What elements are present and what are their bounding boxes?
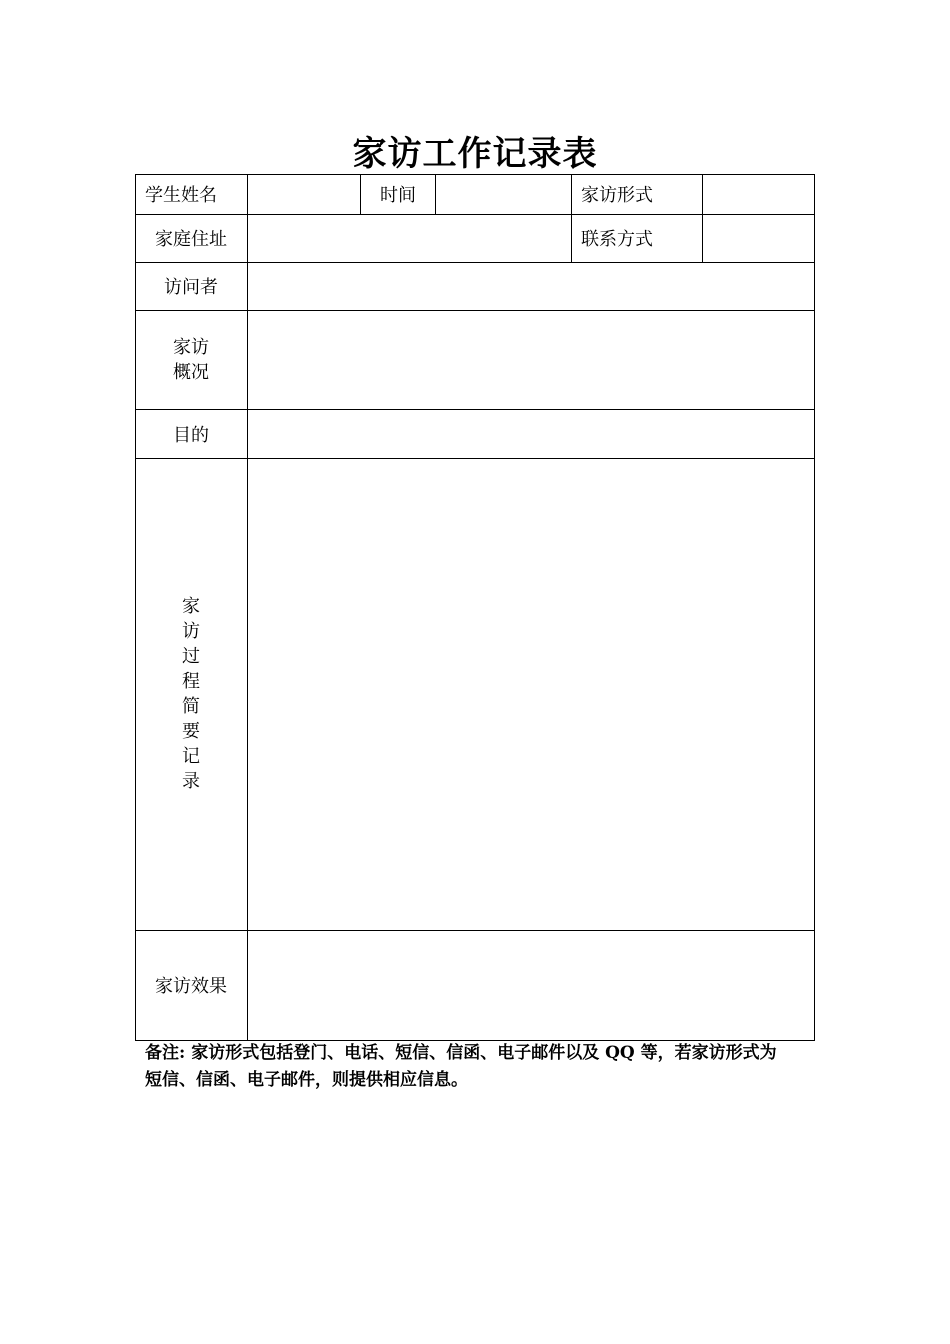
address-label: 家庭住址 — [155, 229, 227, 250]
time-label: 时间 — [380, 185, 416, 206]
process-char: 家 — [182, 596, 200, 617]
visitor-label: 访问者 — [164, 277, 218, 298]
process-char: 访 — [182, 621, 200, 642]
visitor-field[interactable] — [248, 263, 814, 310]
col-divider — [814, 174, 815, 1041]
student-name-field[interactable] — [248, 175, 360, 214]
footnote-line2: 短信、信函、电子邮件，则提供相应信息。 — [145, 1070, 468, 1090]
process-char: 录 — [182, 771, 200, 792]
contact-label: 联系方式 — [581, 229, 653, 250]
address-field[interactable] — [248, 215, 571, 262]
student-name-label: 学生姓名 — [145, 185, 217, 206]
footnote-line1: 备注: 家访形式包括登门、电话、短信、信函、电子邮件以及 QQ 等，若家访形式为 — [145, 1043, 777, 1063]
purpose-field[interactable] — [248, 410, 814, 458]
effect-field[interactable] — [248, 931, 814, 1040]
process-label — [135, 458, 247, 930]
process-char: 记 — [182, 746, 200, 767]
process-char: 简 — [182, 696, 200, 717]
col-divider — [571, 174, 572, 262]
visit-form-field[interactable] — [703, 175, 814, 214]
time-field[interactable] — [436, 175, 571, 214]
visit-record-form — [135, 174, 815, 1041]
process-char: 要 — [182, 721, 200, 742]
effect-label: 家访效果 — [155, 976, 227, 997]
page-title: 家访工作记录表 — [352, 134, 598, 174]
process-char: 过 — [182, 646, 200, 667]
overview-label — [135, 310, 247, 409]
purpose-label: 目的 — [173, 424, 209, 446]
overview-label-line1: 家访 — [173, 336, 209, 358]
overview-field[interactable] — [248, 311, 814, 409]
process-char: 程 — [182, 671, 200, 692]
process-field[interactable] — [248, 459, 814, 930]
footnote — [145, 1040, 825, 1094]
visit-form-label: 家访形式 — [581, 185, 653, 206]
contact-field[interactable] — [703, 215, 814, 262]
overview-label-line2: 概况 — [173, 361, 209, 383]
